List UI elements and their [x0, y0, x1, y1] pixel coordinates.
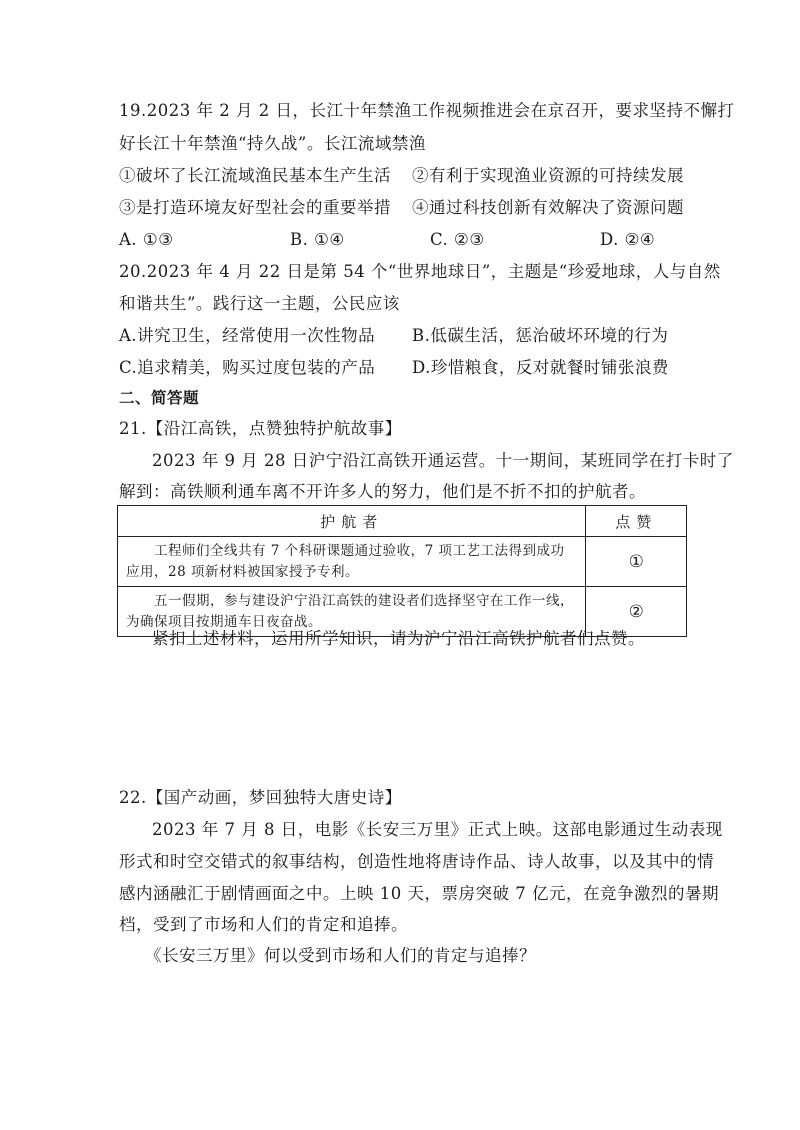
q21-table [117, 505, 687, 637]
q21-intro-line1: 2023 年 9 月 28 日沪宁沿江高铁开通运营。十一期间，某班同学在打卡时了 [152, 451, 734, 470]
q21-title: 21.【沿江高铁，点赞独特护航故事】 [119, 419, 402, 438]
q21-intro-line2: 解到：高铁顺利通车离不开许多人的努力，他们是不折不扣的护航者。 [119, 482, 646, 501]
q19-option-a: A. ①③ [119, 230, 174, 249]
table-row-1-mark: ① [586, 537, 687, 587]
q22-title: 22.【国产动画，梦回独特大唐史诗】 [119, 788, 402, 807]
q19-option-b: B. ①④ [290, 230, 345, 249]
q20-option-c: C.追求精美，购买过度包装的产品 [119, 358, 376, 377]
q19-stem-line1: 19.2023 年 2 月 2 日，长江十年禁渔工作视频推进会在京召开，要求坚持不懈打 [119, 101, 735, 120]
table-header-praise: 点赞 [586, 506, 687, 537]
table-row-2-mark: ② [586, 587, 687, 637]
q19-option-c: C. ②③ [430, 230, 485, 249]
q20-option-d: D.珍惜粮食，反对就餐时铺张浪费 [412, 358, 669, 377]
q19-option-d: D. ②④ [600, 230, 656, 249]
q22-para-line1: 2023 年 7 月 8 日，电影《长安三万里》正式上映。这部电影通过生动表现 [152, 820, 723, 839]
table-row [118, 537, 687, 587]
q19-statement-4: ④通过科技创新有效解决了资源问题 [412, 198, 684, 217]
q20-stem-line2: 和谐共生”。践行这一主题，公民应该 [119, 294, 400, 313]
q22-para-line3: 感内涵融汇于剧情画面之中。上映 10 天，票房突破 7 亿元，在竞争激烈的暑期 [119, 884, 719, 903]
q22-para-line2: 形式和时空交错式的叙事结构，创造性地将唐诗作品、诗人故事，以及其中的情 [119, 852, 714, 871]
q20-stem-line1: 20.2023 年 4 月 22 日是第 54 个“世界地球日”，主题是“珍爱地球，人与自然 [119, 262, 721, 281]
table-header-guardians: 护航者 [118, 506, 586, 537]
q21-question: 紧扣上述材料，运用所学知识，请为沪宁沿江高铁护航者们点赞。 [152, 629, 645, 648]
q19-statement-2: ②有利于实现渔业资源的可持续发展 [412, 166, 684, 185]
table-cell-text [118, 537, 586, 587]
q22-question: 《长安三万里》何以受到市场和人们的肯定与追捧？ [145, 946, 536, 965]
q20-option-b: B.低碳生活，惩治破坏环境的行为 [412, 326, 669, 345]
q20-option-a: A.讲究卫生，经常使用一次性物品 [119, 326, 376, 345]
table-row-2-text: 五一假期，参与建设沪宁沿江高铁的建设者们选择坚守在工作一线，为确保项目按期通车日夜奋战。 [126, 593, 574, 630]
q22-para-line4: 档，受到了市场和人们的肯定和追捧。 [119, 915, 408, 934]
table-header-row [118, 506, 687, 537]
q19-statement-3: ③是打造环境友好型社会的重要举措 [119, 198, 391, 217]
q19-statement-1: ①破坏了长江流域渔民基本生产生活 [119, 166, 391, 185]
q19-stem-line2: 好长江十年禁渔“持久战”。长江流域禁渔 [119, 134, 426, 153]
section-title: 二、简答题 [119, 388, 200, 407]
table-row-1-text: 工程师们全线共有 7 个科研课题通过验收，7 项工艺工法得到成功应用，28 项新材料被国家授予专利。 [126, 543, 565, 580]
